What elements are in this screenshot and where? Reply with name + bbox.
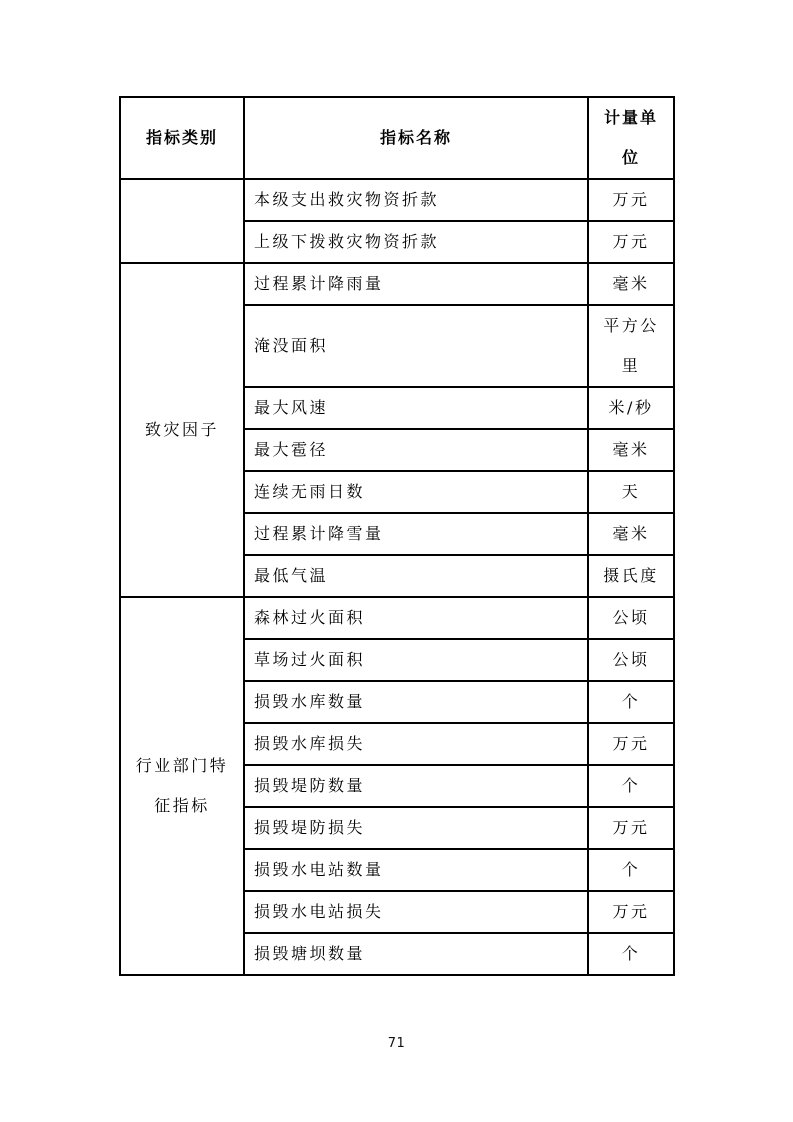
table-row [120, 263, 674, 305]
indicator-name-cell: 损毁堤防数量 [244, 765, 588, 807]
unit-cell: 公顷 [588, 639, 674, 681]
page-number: 71 [387, 1036, 406, 1051]
column-header-unit: 计量单位 [588, 97, 674, 179]
unit-cell: 万元 [588, 891, 674, 933]
unit-cell: 公顷 [588, 597, 674, 639]
unit-cell: 个 [588, 933, 674, 975]
indicator-name-cell: 损毁水电站损失 [244, 891, 588, 933]
table-row [120, 179, 674, 221]
indicator-name-cell: 森林过火面积 [244, 597, 588, 639]
unit-cell: 万元 [588, 723, 674, 765]
unit-cell: 万元 [588, 179, 674, 221]
unit-cell: 毫米 [588, 429, 674, 471]
table-header-row [120, 97, 674, 179]
indicator-name-cell: 淹没面积 [244, 305, 588, 387]
unit-cell: 万元 [588, 221, 674, 263]
column-header-category: 指标类别 [120, 97, 244, 179]
indicator-name-cell: 草场过火面积 [244, 639, 588, 681]
indicator-name-cell: 本级支出救灾物资折款 [244, 179, 588, 221]
unit-cell: 毫米 [588, 263, 674, 305]
indicator-name-cell: 损毁水库损失 [244, 723, 588, 765]
unit-cell: 摄氏度 [588, 555, 674, 597]
category-cell [120, 179, 244, 263]
unit-cell: 平方公里 [588, 305, 674, 387]
indicator-name-cell: 最大雹径 [244, 429, 588, 471]
indicator-name-cell: 连续无雨日数 [244, 471, 588, 513]
unit-cell: 个 [588, 849, 674, 891]
indicator-name-cell: 上级下拨救灾物资折款 [244, 221, 588, 263]
indicator-table [119, 96, 675, 976]
indicator-name-cell: 过程累计降雪量 [244, 513, 588, 555]
table-row [120, 597, 674, 639]
column-header-name: 指标名称 [244, 97, 588, 179]
indicator-table-body [120, 179, 674, 975]
indicator-name-cell: 损毁塘坝数量 [244, 933, 588, 975]
indicator-name-cell: 损毁堤防损失 [244, 807, 588, 849]
indicator-name-cell: 过程累计降雨量 [244, 263, 588, 305]
unit-cell: 米/秒 [588, 387, 674, 429]
indicator-name-cell: 最低气温 [244, 555, 588, 597]
category-cell: 致灾因子 [120, 263, 244, 597]
unit-cell: 个 [588, 681, 674, 723]
unit-cell: 毫米 [588, 513, 674, 555]
unit-cell: 万元 [588, 807, 674, 849]
unit-cell: 个 [588, 765, 674, 807]
category-cell: 行业部门特征指标 [120, 597, 244, 975]
indicator-name-cell: 最大风速 [244, 387, 588, 429]
unit-cell: 天 [588, 471, 674, 513]
indicator-name-cell: 损毁水库数量 [244, 681, 588, 723]
indicator-name-cell: 损毁水电站数量 [244, 849, 588, 891]
